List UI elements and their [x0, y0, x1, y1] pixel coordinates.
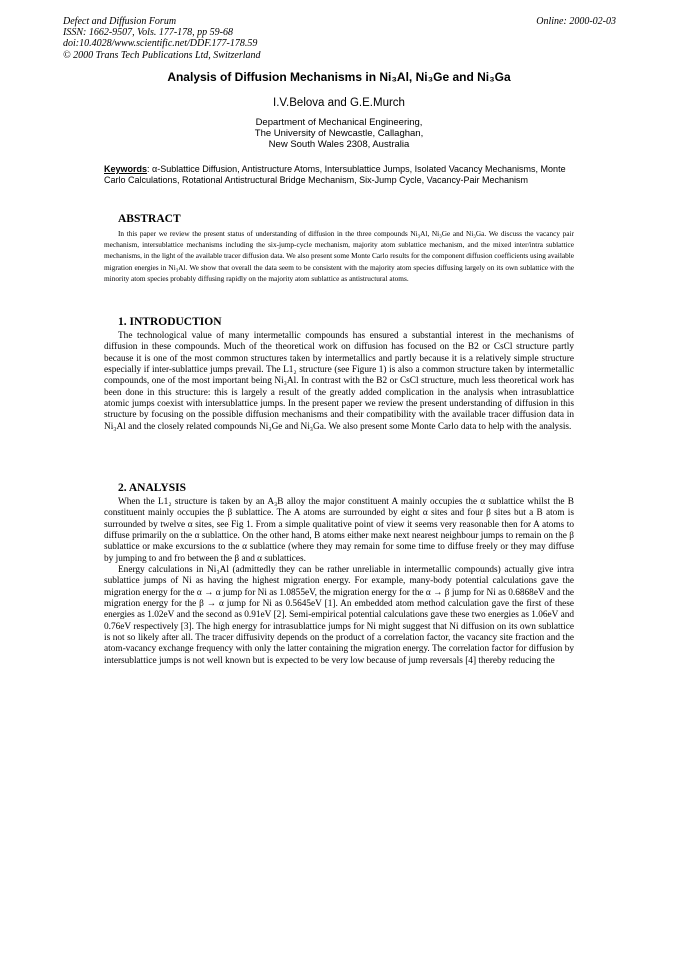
keywords-label: Keywords	[104, 164, 148, 174]
keywords-text: : α-Sublattice Diffusion, Antistructure Atoms, Intersublattice Jumps, Isolated Vacancy Mechanisms, Monte Carlo Calculations, Rotational Antistructural Bridge Mechanism, Six-Jump Cycle, Vacancy-Pair Mechanism	[104, 164, 566, 185]
keywords-block	[104, 164, 584, 185]
issn-line: ISSN: 1662-9507, Vols. 177-178, pp 59-68	[63, 27, 233, 39]
affiliation-line: Department of Mechanical Engineering,	[255, 117, 423, 128]
abstract-block	[104, 228, 574, 284]
introduction-section	[104, 331, 574, 433]
abstract-heading: ABSTRACT	[118, 213, 181, 225]
analysis-paragraph: Energy calculations in Ni₃Al (admittedly they can be rather unreliable in intermetallic compounds) actually give intra sublattice jumps of Ni as having the highest migration energy. For example, many-body potential calculations gave the migration energy for the α → α jump for Ni as 1.0855eV, the migration energy for the α → β jump for Ni as 0.6868eV and the migration energy for the β → α jump for Ni as 0.5645eV [1]. An embedded atom method calculation gave the first of these energies as 1.02eV and the second as 0.91eV [2]. Semi-empirical potential calculations gave these two energies as 1.06eV and 0.76eV respectively [3]. The high energy for intrasublattice jumps for Ni might suggest that Ni diffusion on its own sublattice is not so likely after all. The tracer diffusivity depends on the product of a correlation factor, the vacancy site fraction and the atom-vacancy exchange frequency with only the latter containing the migration energy. The correlation factor for diffusion by intersublattice jumps is not well known but is expected to be very low because of jump reversals [4] thereby reducing the	[104, 565, 574, 666]
journal-header	[63, 16, 261, 61]
paper-title: Analysis of Diffusion Mechanisms in Ni₃Al, Ni₃Ge and Ni₃Ga	[167, 70, 511, 84]
introduction-heading: 1. INTRODUCTION	[118, 316, 222, 328]
copyright-line: © 2000 Trans Tech Publications Ltd, Switzerland	[63, 49, 261, 61]
abstract-text: In this paper we review the present status of understanding of diffusion in the three compounds Ni₃Al, Ni₃Ge and Ni₃Ga. We discuss the vacancy pair mechanism, intersublattice mechanisms including the six-jump-cycle mechanism, majority atom sublattice mechanism, and the mixed inter/intra sublattice mechanisms, in the light of the available tracer diffusion data. We also present some Monte Carlo results for the component diffusion coefficients using available migration energies in Ni₃Al. We show that overall the data seem to be consistent with the majority atom species diffusing largely on its own sublattice with the minority atom species probably diffusing rapidly on the majority atom sublattice as antistructural atoms.	[104, 229, 575, 283]
affiliation-line: New South Wales 2308, Australia	[268, 139, 410, 150]
doi-line: doi:10.4028/www.scientific.net/DDF.177-178.59	[63, 38, 258, 50]
journal-name: Defect and Diffusion Forum	[63, 16, 177, 27]
paper-authors: I.V.Belova and G.E.Murch	[273, 97, 405, 109]
affiliation	[0, 117, 678, 150]
analysis-paragraph: When the L1₂ structure is taken by an A₃B alloy the major constituent A mainly occupies the α sublattice whilst the B constituent mainly occupies the β sublattice. The A atoms are surrounded by eight α sites and four β sites but a B atom is surrounded by twelve α sites, see Fig 1. From a simple qualitative point of view it seems very reasonable then for A atoms to diffuse primarily on the α sublattice. On the other hand, B atoms either make next nearest neighbour jumps to remain on the β sublattice or make excursions to the α sublattice (where they may remain for some time to diffuse freely or they may diffuse by jumping to and fro between the β and α sublattices.	[104, 497, 574, 564]
online-date: Online: 2000-02-03	[536, 16, 616, 27]
introduction-text: The technological value of many intermetallic compounds has ensured a substantial interest in the mechanisms of diffusion in these compounds. Much of the theoretical work on diffusion has focused on the B2 or CsCl structure partly because it is one of the most common structures taken by intermetallics and partly because it is a relatively simple structure especially if inter-sublattice jumps prevail. The L1₂ structure (see Figure 1) is also a common structure taken by intermetallic compounds, one of the most important being Ni₃Al. In contrast with the B2 or CsCl structure, much less theoretical work has been done in this structure: this is largely a result of the greatly added complication in the analysis when intrasublattice atomic jumps coexist with intersublattice jumps. In the present paper we review the present understanding of diffusion in this structure by focusing on the possible diffusion mechanisms and their compatibility with the available tracer diffusion data in Ni₃Al and the closely related compounds Ni₃Ge and Ni₃Ga. We also present some Monte Carlo data to help with the analysis.	[104, 331, 574, 432]
affiliation-line: The University of Newcastle, Callaghan,	[254, 128, 424, 139]
analysis-heading: 2. ANALYSIS	[118, 482, 186, 494]
analysis-section	[104, 497, 574, 667]
